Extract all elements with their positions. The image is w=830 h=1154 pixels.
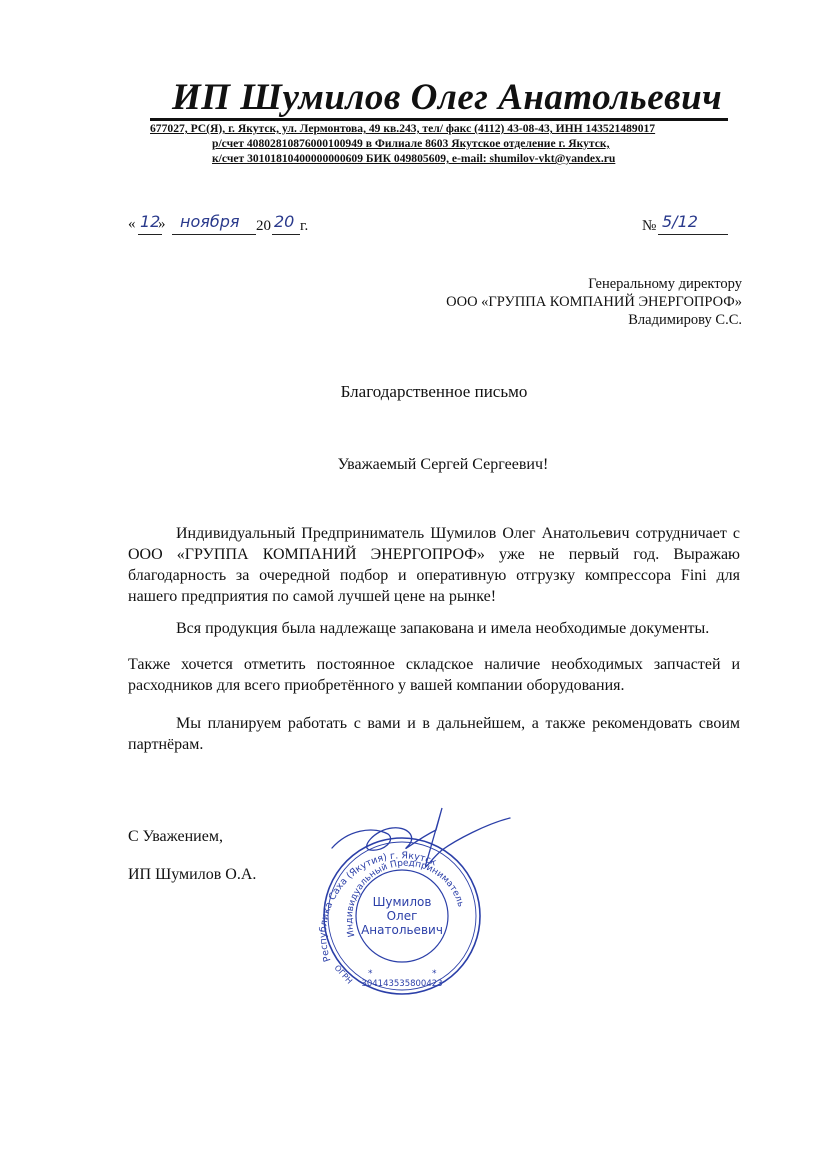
number-underline	[658, 234, 728, 235]
letterhead-account-line: р/счет 40802810876000100949 в Филиале 8603 Якутское отделение г. Якутск,	[212, 137, 610, 150]
date-month: ноября	[180, 212, 240, 231]
company-seal	[296, 800, 516, 1000]
date-year-suffix: 20	[274, 212, 295, 231]
seal-patronymic: Анатольевич	[361, 923, 443, 937]
date-open-quote: «	[128, 216, 136, 232]
seal-surname: Шумилов	[372, 895, 432, 909]
letterhead-title: ИП Шумилов Олег Анатольевич	[172, 77, 723, 118]
date-day: 12	[140, 212, 161, 231]
number-value: 5/12	[662, 212, 698, 231]
body-paragraph: Вся продукция была надлежаще запакована и имела необходимые документы.	[176, 620, 710, 637]
letterhead-address-line: 677027, РС(Я), г. Якутск, ул. Лермонтова, 49 кв.243, тел/ факс (4112) 43-08-43, ИНН 143521489017	[150, 122, 656, 135]
date-close-quote: »	[158, 216, 166, 232]
seal-star-right: *	[432, 969, 437, 979]
date-year-underline	[272, 234, 300, 235]
letterhead-rule	[150, 118, 728, 121]
seal-star-left: *	[368, 969, 373, 979]
number-label: №	[642, 218, 657, 234]
body-paragraph: Также хочется отметить постоянное складское наличие необходимых запчастей и расходников для всего приобретённого у вашей компании оборудования.	[128, 656, 740, 694]
document-title: Благодарственное письмо	[340, 382, 528, 401]
seal-inner-ring-text: Индивидуальный Предприниматель	[344, 858, 466, 938]
letterhead-bank-line: к/счет 30101810400000000609 БИК 049805609, e-mail: shumilov-vkt@yandex.ru	[212, 152, 616, 165]
body-paragraph: Индивидуальный Предприниматель Шумилов Олег Анатольевич сотрудничает с ООО «ГРУППА КОМПАНИЙ ЭНЕРГОПРОФ» уже не первый год. Выражаю благодарность за очередной подбор и оперативную отгрузку компрессора Fini для нашего предприятия по самой лучшей цене на рынке!	[128, 525, 740, 605]
seal-ogrn-number: 304143535800423	[361, 979, 443, 989]
closing-signatory: ИП Шумилов О.А.	[128, 866, 257, 883]
date-year-mark: г.	[300, 218, 309, 234]
date-month-underline	[172, 234, 256, 235]
salutation: Уважаемый Сергей Сергеевич!	[337, 456, 549, 473]
addressee-company: ООО «ГРУППА КОМПАНИЙ ЭНЕРГОПРОФ»	[446, 294, 742, 310]
seal-ogrn-label: ОГРН	[332, 963, 354, 986]
letter-number	[642, 212, 732, 238]
seal-firstname: Олег	[386, 909, 418, 923]
date-day-underline	[138, 234, 162, 235]
date-year-prefix: 20	[256, 218, 271, 234]
seal-outer-ring-text: Республика Саха (Якутия) г. Якутск	[317, 850, 438, 964]
letter-date	[128, 212, 328, 238]
closing-regards: С Уважением,	[128, 828, 223, 845]
body-paragraph: Мы планируем работать с вами и в дальнейшем, а также рекомендовать своим партнёрам.	[128, 715, 740, 753]
addressee-name: Владимирову С.С.	[628, 312, 742, 328]
addressee-position: Генеральному директору	[588, 276, 742, 292]
